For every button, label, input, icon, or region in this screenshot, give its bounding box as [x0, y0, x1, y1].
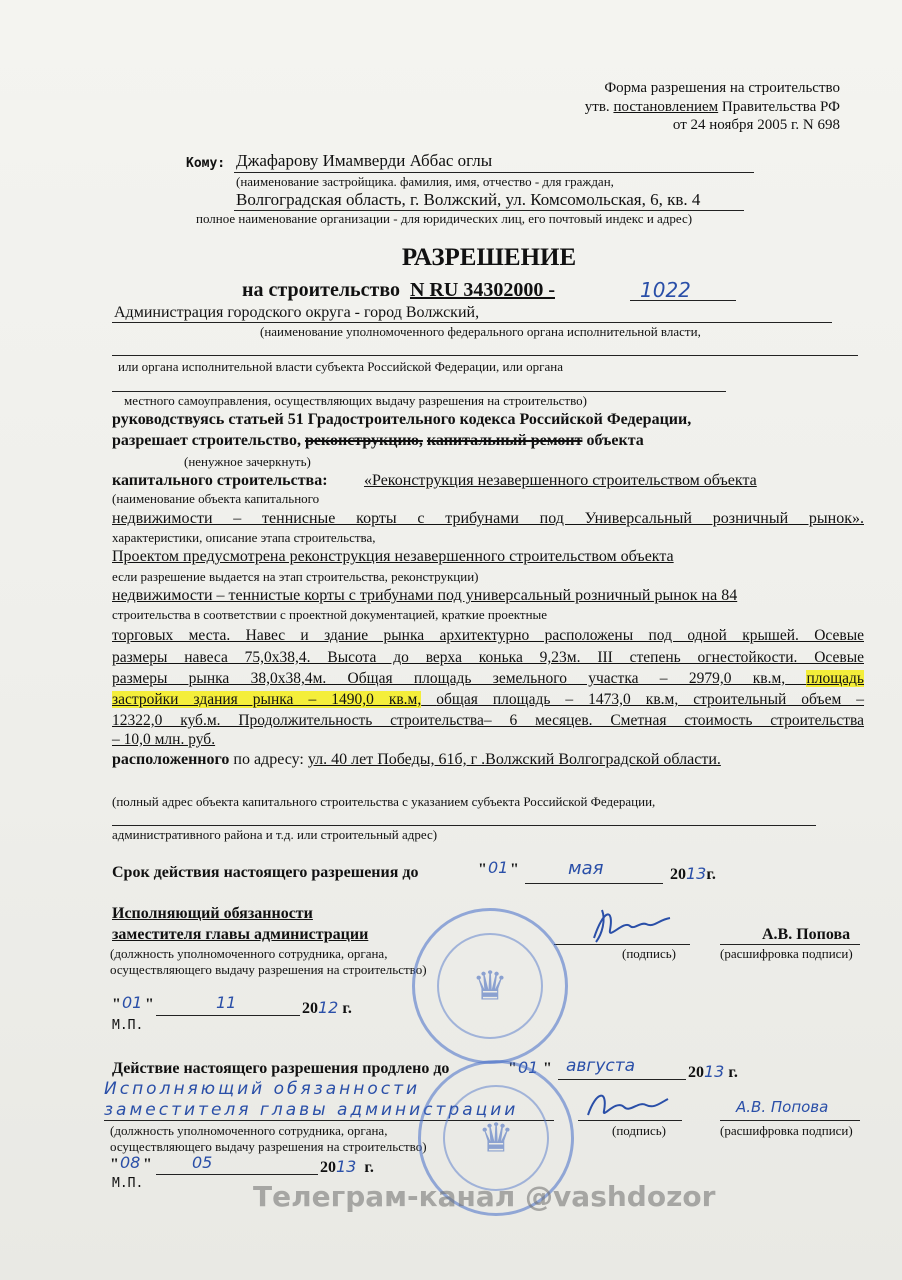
signer1-mp: М.П. [112, 1018, 144, 1033]
extension-label: Действие настоящего разрешения продлено до [112, 1060, 450, 1077]
authority-note3: местного самоуправления, осуществляющих выдачу разрешения на строительство) [124, 393, 587, 408]
basis-line2: разрешает строительство, реконструкцию, капитальный ремонт объекта [112, 432, 644, 449]
cross-out-note: (ненужное зачеркнуть) [184, 454, 311, 469]
signer1-title-line2: заместителя главы администрации [112, 926, 369, 943]
extension-note-signature: (подпись) [612, 1123, 666, 1138]
signer1-date-day: 01 [122, 993, 143, 1012]
form-header-line3: от 24 ноября 2005 г. N 698 [672, 117, 840, 133]
object-note3: если разрешение выдается на этап строительства, реконструкции) [112, 569, 479, 584]
form-header-line1: Форма разрешения на строительство [604, 80, 840, 96]
extension-day: 01 [518, 1058, 539, 1077]
recipient-name: Джафарову Имамверди Аббас оглы [236, 151, 493, 170]
extension-note-position1: (должность уполномоченного сотрудника, органа, [110, 1123, 388, 1138]
official-seal-stamp [412, 908, 568, 1064]
extension-quote-close: " [543, 1060, 552, 1077]
extension-note-position2: осуществляющего выдачу разрешения на строительство) [110, 1139, 427, 1154]
extension-year: 2013 г. [688, 1062, 738, 1081]
extension-date-quote-open: " [110, 1156, 119, 1173]
object-note4: строительства в соответствии с проектной документацией, краткие проектные [112, 607, 548, 622]
document-title: РАЗРЕШЕНИЕ [401, 244, 577, 271]
signer1-title-line1: Исполняющий обязанности [112, 905, 313, 922]
validity-quote-close: " [510, 861, 519, 878]
recipient-label: Кому: [186, 156, 226, 171]
extension-hw-title1: Исполняющий обязанности [104, 1079, 421, 1099]
object-desc-line8: – 10,0 млн. руб. [112, 731, 216, 748]
object-note1: (наименование объекта капитального [112, 491, 320, 506]
object-note2: характеристики, описание этапа строительства, [112, 530, 376, 545]
signer1-note-position1: (должность уполномоченного сотрудника, органа, [110, 946, 388, 961]
authority-note1: (наименование уполномоченного федерального органа исполнительной власти, [260, 324, 701, 339]
location-note1: (полный адрес объекта капитального строительства с указанием субъекта Российской Федерации, [112, 794, 656, 809]
validity-quote-open: " [478, 861, 487, 878]
signer1-signature [584, 900, 674, 950]
extension-note-name: (расшифровка подписи) [720, 1123, 853, 1138]
object-name-line2: недвижимости – теннисные корты с трибунами под Универсальный розничный рынок». [112, 510, 864, 527]
extension-hw-name: А.В. Попова [736, 1098, 829, 1116]
extension-date-month: 05 [192, 1153, 213, 1172]
extension-signature [580, 1085, 670, 1125]
validity-label: Срок действия настоящего разрешения до [112, 864, 419, 881]
recipient-name-note: (наименование застройщика. фамилия, имя, отчество - для граждан, [236, 174, 614, 189]
extension-date-quote-close: " [143, 1156, 152, 1173]
form-header-line2: утв. постановлением Правительства РФ [584, 99, 840, 115]
recipient-address-note: полное наименование организации - для юридических лиц, его почтовый индекс и адрес) [196, 211, 693, 226]
validity-year: 2013г. [670, 864, 716, 883]
signer1-date-month: 11 [216, 993, 237, 1012]
validity-month: мая [568, 858, 604, 879]
extension-month: августа [566, 1056, 636, 1076]
extension-date-day: 08 [120, 1153, 141, 1172]
extension-hw-title2: заместителя главы администрации [104, 1100, 519, 1120]
object-desc-line3: торговых места. Навес и здание рынка архитектурно расположены под одной крышей. Осевые [112, 627, 864, 644]
object-desc-line6: застройки здания рынка – 1490,0 кв.м, общая площадь – 1473,0 кв.м, строительный объем – [112, 691, 865, 708]
watermark: Телеграм-канал @vashdozor [253, 1180, 716, 1213]
signer1-note-signature: (подпись) [622, 946, 676, 961]
signer1-note-name: (расшифровка подписи) [720, 946, 853, 961]
object-desc-line5: размеры рынка 38,0х38,4м. Общая площадь земельного участка – 2979,0 кв.м, площадь [112, 670, 865, 687]
location-line: расположенного по адресу: ул. 40 лет Победы, 61б, г .Волжский Волгоградской области. [112, 751, 721, 768]
object-desc-line7: 12322,0 куб.м. Продолжительность строительства– 6 месяцев. Сметная стоимость строительства [112, 712, 864, 729]
location-note2: административного района и т.д. или строительный адрес) [112, 827, 438, 842]
signer1-name: А.В. Попова [762, 926, 851, 943]
signer1-date-year: 2012 г. [302, 998, 352, 1017]
object-desc-line2: недвижимости – теннистые корты с трибунами под универсальный розничный рынок на 84 [112, 587, 738, 604]
extension-mp: М.П. [112, 1176, 144, 1191]
recipient-address: Волгоградская область, г. Волжский, ул. Комсомольская, 6, кв. 4 [236, 190, 701, 209]
object-label: капитального строительства: [112, 472, 328, 489]
validity-day: 01 [488, 858, 509, 877]
extension-quote-open: " [508, 1060, 517, 1077]
signer1-date-quote-close: " [145, 996, 154, 1013]
signer1-date-quote-open: " [112, 996, 121, 1013]
signer1-note-position2: осуществляющего выдачу разрешения на строительство) [110, 962, 427, 977]
basis-line1: руководствуясь статьей 51 Градостроительного кодекса Российской Федерации, [112, 411, 692, 428]
authority-note2: или органа исполнительной власти субъекта Российской Федерации, или органа [118, 359, 563, 374]
eagle-emblem-icon: ♛ [472, 963, 508, 1009]
eagle-emblem-icon-2: ♛ [478, 1115, 514, 1161]
authority-name: Администрация городского округа - город Волжский, [114, 304, 480, 321]
object-desc-line4: размеры навеса 75,0х38,4. Высота до верха конька 9,23м. III степень огнестойкости. Осевые [112, 649, 864, 666]
extension-date-year: 2013 г. [320, 1157, 374, 1176]
permit-number-handwritten: 1022 [640, 278, 691, 302]
object-name-line1: «Реконструкция незавершенного строительством объекта [364, 472, 757, 489]
object-desc-line1: Проектом предусмотрена реконструкция незавершенного строительством объекта [112, 548, 674, 565]
permit-number-line: на строительство N RU 34302000 - [242, 279, 555, 301]
